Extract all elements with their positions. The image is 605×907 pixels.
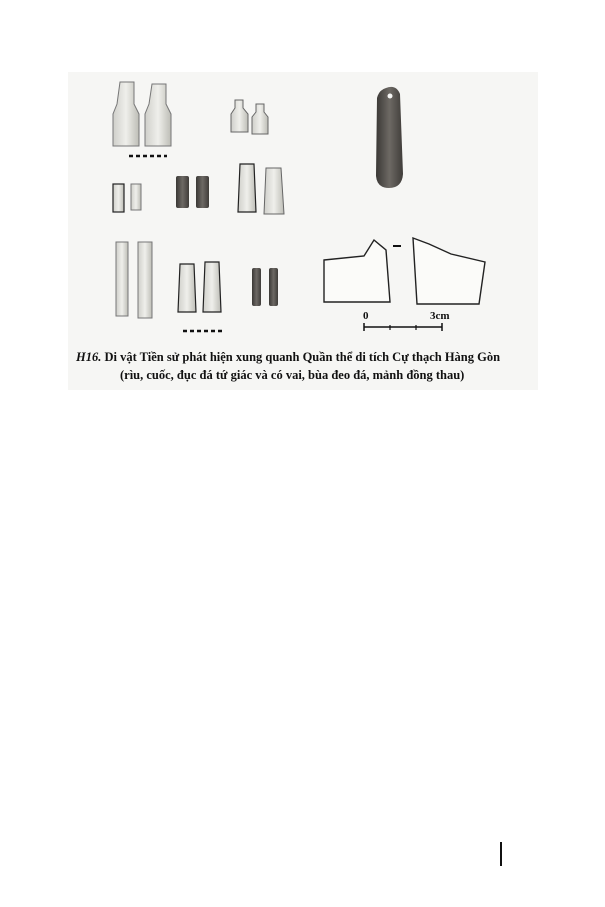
long-chisel-2 <box>138 242 152 318</box>
stone-pendant <box>376 87 403 188</box>
shouldered-axe-2 <box>145 84 171 146</box>
figure-h16 <box>68 72 538 390</box>
small-dark-chisel-2 <box>269 268 278 306</box>
figure-caption <box>68 348 538 384</box>
scale-start-label: 0 <box>363 310 369 322</box>
small-dark-chisel-1 <box>252 268 261 306</box>
page-margin-bar <box>500 842 502 866</box>
small-axe-1 <box>231 100 248 132</box>
scale-end-label: 3cm <box>430 310 450 322</box>
bronze-fragment-1 <box>324 240 390 302</box>
caption-text-1: Di vật Tiền sử phát hiện xung quanh Quần thể di tích Cự thạch Hàng Gòn <box>104 350 501 364</box>
dark-adze-1 <box>176 176 189 208</box>
bronze-fragment-2 <box>413 238 485 304</box>
dark-adze-2 <box>196 176 209 208</box>
chisel-1 <box>113 184 124 212</box>
shouldered-axe-1 <box>113 82 139 146</box>
small-axe-2 <box>252 104 268 134</box>
long-chisel-1 <box>116 242 128 316</box>
pendant-hole <box>388 94 393 99</box>
quad-adze-1 <box>178 264 196 312</box>
caption-line-1 <box>68 348 538 366</box>
artifact-photo <box>68 72 538 347</box>
quad-adze-2 <box>203 262 221 312</box>
adze-2 <box>264 168 284 214</box>
caption-line-2: (rìu, cuốc, đục đá tứ giác và có vai, bùa đeo đá, mảnh đồng thau) <box>120 368 465 382</box>
adze-1 <box>238 164 256 212</box>
chisel-2 <box>131 184 141 210</box>
figure-label: H16. <box>76 350 102 364</box>
